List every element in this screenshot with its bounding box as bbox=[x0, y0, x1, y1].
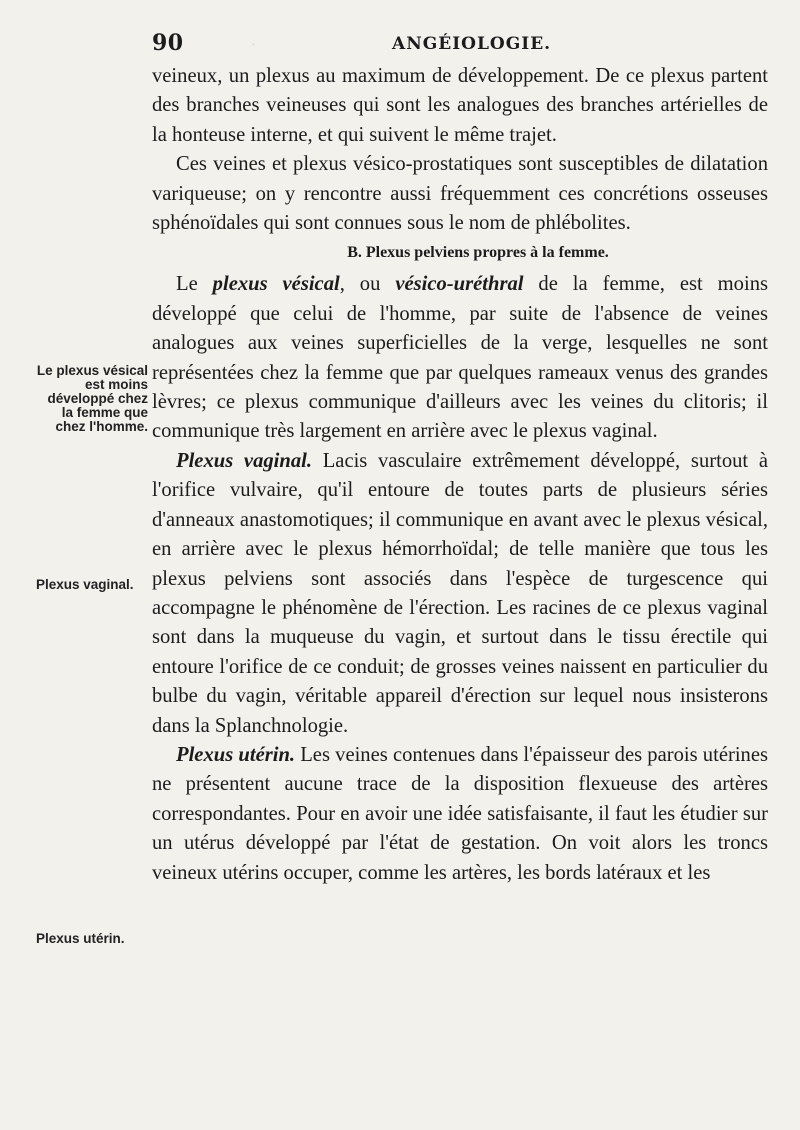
paragraph-plexus-vesical bbox=[152, 270, 768, 446]
term-vesico-urethral: vésico-uréthral bbox=[395, 273, 524, 296]
paragraph: Ces veines et plexus vésico-prostatiques sont susceptibles de dilatation variqueuse; on y rencontre aussi fréquemment ces concrétions osseuses sphénoïdales qui sont connues sous le nom de phlébolites. bbox=[152, 153, 768, 235]
paragraph-text: Les veines contenues dans l'épaisseur des parois utérines ne présentent aucune trace de la disposition flexueuse des artères correspondantes. Pour en avoir une idée satisfaisante, il faut les étudier sur un utérus développé par l'état de gestation. On voit alors les troncs veineux utérins occuper, comme les artères, les bords latéraux et les bbox=[152, 743, 768, 884]
paragraph-text: Lacis vasculaire extrêmement développé, surtout à l'orifice vulvaire, qu'il entoure de toutes parts de plusieurs séries d'anneaux anastomotiques; il communique en avant avec le plexus vésical, en arrière avec le plexus hémorrhoïdal; de telle manière que tous les plexus pelviens sont associés dans l'espèce de turgescence qui accompagne le phénomène de l'érection. Les racines de ce plexus vaginal sont dans la muqueuse du vagin, et surtout dans le tissu érectile qui entoure l'orifice de ce conduit; de grosses veines naissent en particulier du bulbe du vagin, véritable appareil d'érection sur lequel nous insisterons dans la Splanchnologie. bbox=[152, 449, 768, 737]
paragraph: veineux, un plexus au maximum de développement. De ce plexus partent des branches veineuses qui sont les analogues des branches artérielles de la honteuse interne, et qui suivent le même trajet. bbox=[152, 65, 768, 146]
lead-text: Le bbox=[176, 273, 213, 296]
paragraph-plexus-uterin bbox=[152, 741, 768, 888]
term-plexus-vesical: plexus vésical bbox=[212, 273, 340, 296]
show-through-text: · bbox=[250, 34, 257, 56]
term-plexus-uterin: Plexus utérin. bbox=[176, 743, 296, 766]
page-body bbox=[152, 62, 768, 888]
connector-text: , ou bbox=[339, 273, 396, 296]
term-plexus-vaginal: Plexus vaginal. bbox=[176, 449, 312, 472]
paragraph-plexus-vaginal bbox=[152, 447, 768, 741]
margin-note-plexus-vesical: Le plexus vésical est moins développé chez la femme que chez l'homme. bbox=[36, 363, 148, 434]
page-number: 90 bbox=[152, 30, 184, 56]
section-subheading: B. Plexus pelviens propres à la femme. bbox=[347, 244, 609, 262]
running-head: ANGÉIOLOGIE. bbox=[392, 34, 552, 54]
paragraph-text: de la femme, est moins développé que celui de l'homme, par suite de l'absence de veines analogues aux veines superficielles de la verge, lesquelles ne sont représentées chez la femme que par quelques rameaux venus des grandes lèvres; ce plexus communique d'ailleurs avec les veines du clitoris; il communique très largement en arrière avec le plexus vaginal. bbox=[152, 273, 769, 443]
margin-note-plexus-vaginal: Plexus vaginal. bbox=[36, 577, 134, 592]
margin-note-plexus-uterin: Plexus utérin. bbox=[36, 931, 125, 946]
page-header bbox=[152, 30, 768, 60]
